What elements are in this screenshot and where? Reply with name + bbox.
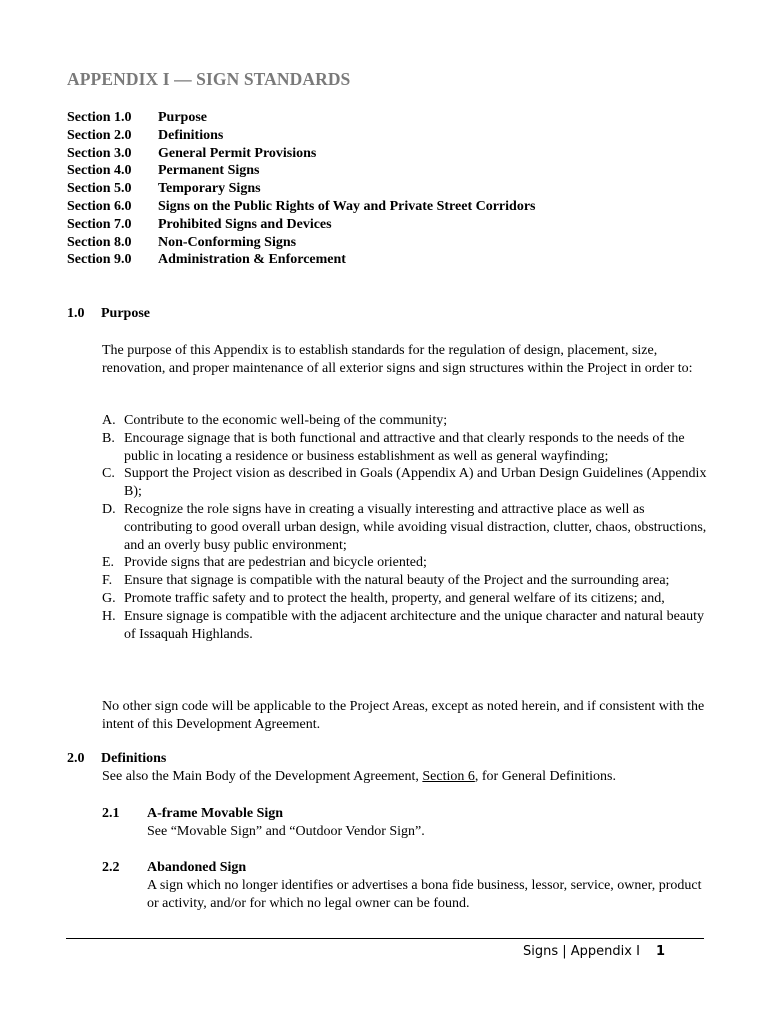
toc-section-title: General Permit Provisions bbox=[158, 145, 317, 161]
toc-row[interactable] bbox=[67, 198, 536, 216]
page-number: 1 bbox=[655, 944, 665, 959]
section-title: Definitions bbox=[101, 751, 167, 766]
list-item bbox=[102, 590, 712, 608]
toc-row[interactable] bbox=[67, 162, 536, 180]
purpose-intro: The purpose of this Appendix is to establish standards for the regulation of design, placement, size, renovation, and proper maintenance of all exterior signs and sign structures within the Project in order to: bbox=[102, 343, 693, 376]
section-number: 2.0 bbox=[67, 751, 85, 766]
toc-row[interactable] bbox=[67, 145, 536, 163]
list-text: Ensure signage is compatible with the adjacent architecture and the unique character and natural beauty of Issaquah Highlands. bbox=[124, 608, 704, 642]
toc-row[interactable] bbox=[67, 251, 536, 269]
definition-entry bbox=[102, 859, 712, 912]
list-text: Contribute to the economic well-being of the community; bbox=[124, 413, 448, 428]
page-title: APPENDIX I — SIGN STANDARDS bbox=[67, 69, 351, 89]
toc-section-number: Section 3.0 bbox=[67, 145, 132, 161]
toc-section-number: Section 6.0 bbox=[67, 198, 132, 214]
list-letter: E. bbox=[102, 555, 115, 571]
toc-row[interactable] bbox=[67, 109, 536, 127]
definition-title: Abandoned Sign bbox=[147, 860, 247, 875]
toc-row[interactable] bbox=[67, 216, 536, 234]
toc-row[interactable] bbox=[67, 234, 536, 252]
see-also-prefix: See also the Main Body of the Development Agreement, bbox=[102, 769, 423, 784]
list-letter: G. bbox=[102, 590, 116, 606]
list-text: Encourage signage that is both functional and attractive and that clearly responds to the needs of the public in locating a residence or business establishment as well as general wayfinding; bbox=[124, 430, 685, 464]
list-item bbox=[102, 572, 712, 590]
definition-number: 2.1 bbox=[102, 806, 120, 821]
section-number: 1.0 bbox=[67, 306, 85, 321]
definition-body: A sign which no longer identifies or advertises a bona fide business, lessor, service, owner, product or activity, and/or for which no legal owner can be found. bbox=[147, 877, 702, 911]
toc-section-title: Temporary Signs bbox=[158, 181, 261, 197]
section-6-link[interactable]: Section 6 bbox=[422, 769, 475, 784]
definitions-see-also bbox=[102, 769, 616, 785]
footer-divider bbox=[66, 938, 704, 939]
list-text: Provide signs that are pedestrian and bicycle oriented; bbox=[124, 555, 427, 571]
toc-section-title: Administration & Enforcement bbox=[158, 252, 346, 268]
see-also-suffix: , for General Definitions. bbox=[474, 769, 616, 784]
toc-section-title: Purpose bbox=[158, 110, 207, 125]
table-of-contents bbox=[67, 109, 536, 269]
list-item bbox=[102, 608, 712, 644]
toc-section-number: Section 8.0 bbox=[67, 234, 132, 250]
list-letter: C. bbox=[102, 466, 115, 482]
section-title: Purpose bbox=[101, 306, 150, 321]
list-letter: F. bbox=[102, 573, 113, 589]
list-letter: H. bbox=[102, 608, 116, 624]
list-item bbox=[102, 430, 712, 466]
list-item bbox=[102, 412, 712, 430]
definition-number: 2.2 bbox=[102, 860, 120, 875]
toc-section-number: Section 1.0 bbox=[67, 110, 132, 125]
list-text: Promote traffic safety and to protect the health, property, and general welfare of its citizens; and, bbox=[124, 590, 665, 606]
toc-section-number: Section 9.0 bbox=[67, 252, 132, 268]
toc-row[interactable] bbox=[67, 180, 536, 198]
list-item bbox=[102, 501, 712, 554]
definitions-heading bbox=[67, 751, 166, 767]
list-letter: B. bbox=[102, 430, 115, 446]
definition-body: See “Movable Sign” and “Outdoor Vendor Sign”. bbox=[147, 823, 425, 839]
toc-section-number: Section 2.0 bbox=[67, 127, 132, 143]
footer-label: Signs | Appendix I bbox=[523, 944, 640, 959]
toc-section-title: Prohibited Signs and Devices bbox=[158, 216, 332, 232]
list-letter: A. bbox=[102, 413, 116, 428]
toc-section-title: Definitions bbox=[158, 127, 224, 143]
toc-section-number: Section 4.0 bbox=[67, 163, 132, 179]
toc-section-title: Permanent Signs bbox=[158, 163, 260, 179]
purpose-closing: No other sign code will be applicable to the Project Areas, except as noted herein, and if consistent with the intent of this Development Agreement. bbox=[102, 699, 705, 732]
toc-section-title: Non-Conforming Signs bbox=[158, 234, 297, 250]
list-text: Ensure that signage is compatible with the natural beauty of the Project and the surrounding area; bbox=[124, 573, 670, 589]
purpose-list bbox=[102, 412, 712, 643]
toc-section-title: Signs on the Public Rights of Way and Private Street Corridors bbox=[158, 198, 536, 214]
list-item bbox=[102, 465, 712, 501]
page-footer bbox=[523, 944, 665, 959]
definition-entry bbox=[102, 805, 712, 841]
toc-section-number: Section 7.0 bbox=[67, 216, 132, 232]
list-text: Support the Project vision as described in Goals (Appendix A) and Urban Design Guidelines (Appendix B); bbox=[124, 466, 707, 500]
list-text: Recognize the role signs have in creating a visually interesting and attractive place as well as contributing to good overall urban design, while avoiding visual distraction, clutter, chaos, obstructions, and an overly busy public environment; bbox=[124, 501, 707, 553]
toc-section-number: Section 5.0 bbox=[67, 181, 132, 197]
list-item bbox=[102, 554, 712, 572]
list-letter: D. bbox=[102, 501, 116, 517]
purpose-heading bbox=[67, 306, 150, 322]
toc-row[interactable] bbox=[67, 127, 536, 145]
definition-title: A-frame Movable Sign bbox=[147, 806, 284, 821]
